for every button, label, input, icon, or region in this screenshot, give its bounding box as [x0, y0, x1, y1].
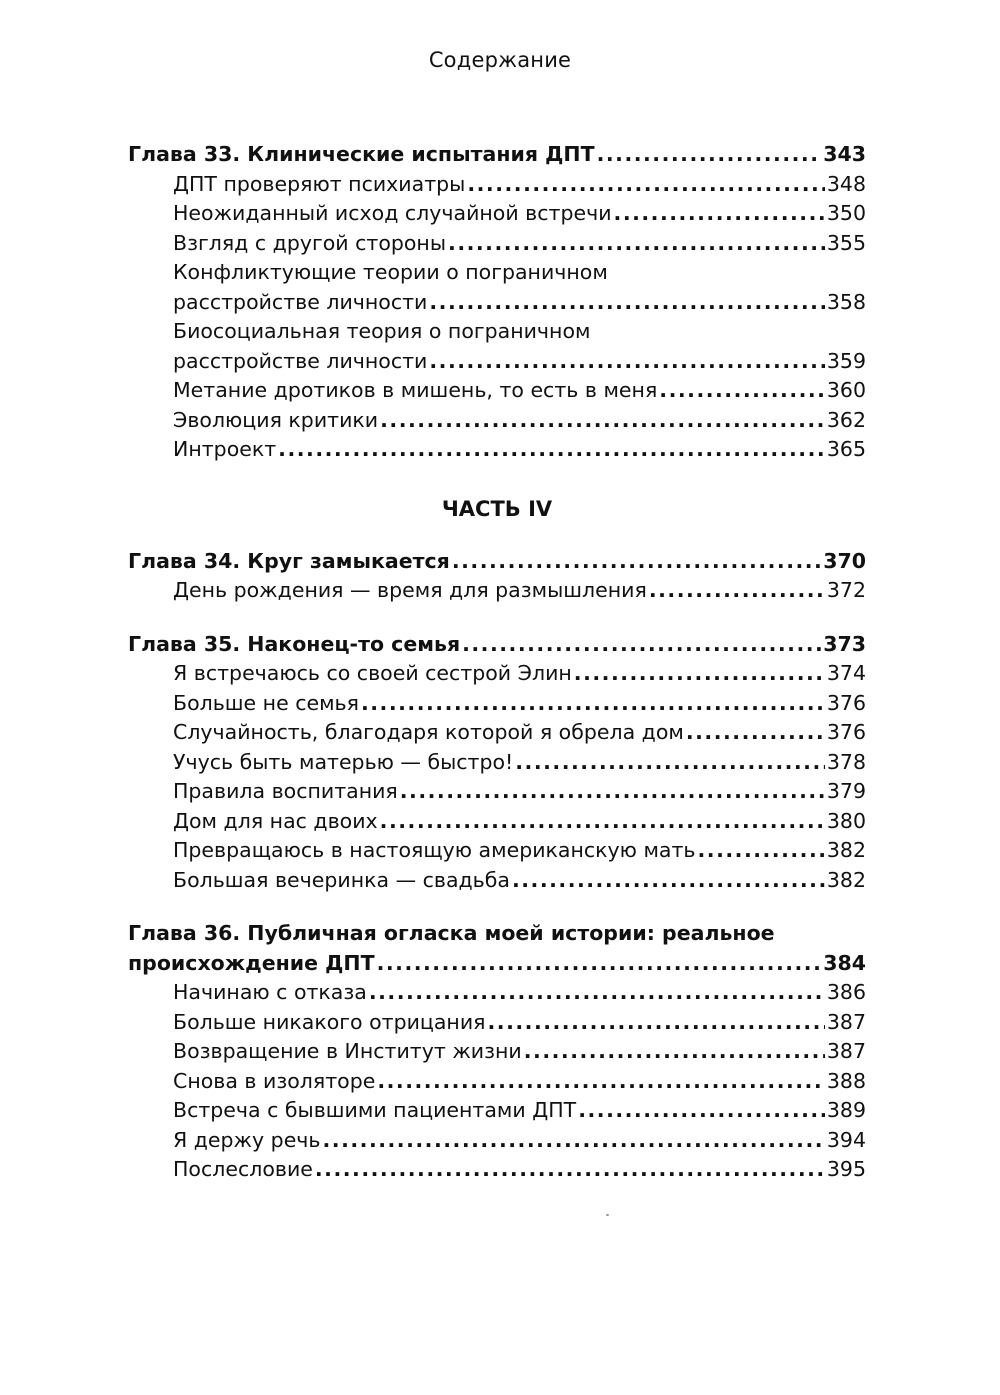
toc-entry-page: 365 — [826, 437, 866, 461]
toc-entry-label: расстройстве личности — [173, 348, 428, 373]
toc-entry-label: Эволюция критики — [173, 407, 379, 432]
toc-entry-label: Возвращение в Институт жизни — [173, 1039, 522, 1063]
chapter-35-entry[interactable] — [128, 630, 866, 660]
table-of-contents — [128, 140, 866, 1185]
toc-entry-page: 362 — [826, 407, 866, 432]
toc-entry-page: 358 — [826, 289, 866, 314]
toc-entry[interactable] — [128, 347, 866, 377]
toc-entry-label: Правила воспитания — [173, 779, 398, 803]
toc-entry-label-line1: Биосоциальная теория о пограничном — [173, 319, 591, 343]
toc-entry-label: Снова в изоляторе — [173, 1068, 376, 1093]
chapter-33-page: 343 — [823, 142, 866, 166]
chapter-35-page: 373 — [823, 631, 866, 656]
toc-entry-page: 382 — [826, 838, 866, 862]
dot-leader — [659, 376, 825, 406]
toc-entry[interactable] — [128, 866, 866, 896]
toc-entry[interactable] — [128, 978, 866, 1008]
toc-entry[interactable] — [128, 836, 866, 866]
dot-leader — [429, 347, 824, 377]
dot-leader — [686, 718, 825, 748]
toc-entry-page: 355 — [826, 230, 866, 255]
dot-leader — [649, 576, 825, 606]
toc-entry-page: 387 — [826, 1039, 866, 1063]
toc-entry-page: 389 — [826, 1098, 866, 1122]
dot-leader — [380, 406, 825, 436]
toc-entry-label: Послесловие — [173, 1157, 313, 1181]
toc-entry[interactable] — [128, 288, 866, 318]
print-speck — [606, 1214, 609, 1216]
toc-entry[interactable] — [128, 718, 866, 748]
toc-entry-page: 386 — [826, 980, 866, 1004]
toc-entry[interactable] — [128, 1155, 866, 1185]
chapter-36-title-line1[interactable] — [128, 919, 866, 949]
toc-entry-label: Неожиданный исход случайной встречи — [173, 201, 612, 225]
toc-entry[interactable] — [128, 406, 866, 436]
toc-entry[interactable] — [128, 807, 866, 837]
toc-entry-page: 348 — [826, 171, 866, 196]
dot-leader — [429, 288, 824, 318]
chapter-34-page: 370 — [823, 548, 866, 573]
toc-entry[interactable] — [128, 1067, 866, 1097]
toc-entry-page: 387 — [826, 1009, 866, 1034]
toc-entry-label: Взгляд с другой стороны — [173, 230, 447, 255]
toc-entry[interactable] — [128, 777, 866, 807]
dot-leader — [574, 659, 825, 689]
toc-entry-page: 360 — [826, 378, 866, 402]
toc-entry[interactable] — [128, 1008, 866, 1038]
toc-entry-label-line1: Конфликтующие теории о пограничном — [173, 260, 608, 284]
toc-entry[interactable] — [128, 689, 866, 719]
toc-entry-label: Начинаю с отказа — [173, 980, 367, 1004]
toc-entry-label: Метание дротиков в мишень, то есть в меня — [173, 378, 658, 402]
toc-entry[interactable] — [128, 1096, 866, 1126]
dot-leader — [524, 1037, 825, 1067]
dot-leader — [323, 1126, 825, 1156]
toc-entry-page: 350 — [826, 201, 866, 225]
section-gap — [128, 895, 866, 919]
dot-leader — [597, 140, 822, 170]
toc-entry[interactable] — [128, 1037, 866, 1067]
toc-entry-page: 374 — [826, 661, 866, 685]
chapter-36-group — [128, 919, 866, 1185]
dot-leader — [369, 978, 825, 1008]
dot-leader — [315, 1155, 825, 1185]
toc-entry-page: 380 — [826, 808, 866, 833]
toc-entry[interactable] — [128, 659, 866, 689]
toc-entry-page: 376 — [826, 690, 866, 715]
toc-entry-label: Больше не семья — [173, 690, 359, 715]
dot-leader — [512, 866, 825, 896]
toc-entry-label: Я встречаюсь со своей сестрой Элин — [173, 661, 572, 685]
dot-leader — [361, 689, 825, 719]
chapter-36-entry[interactable] — [128, 949, 866, 979]
toc-entry-label: Учусь быть матерью — быстро! — [173, 749, 514, 774]
toc-entry-page: 379 — [826, 779, 866, 803]
toc-entry-label: Я держу речь — [173, 1127, 321, 1152]
dot-leader — [377, 1067, 825, 1097]
toc-entry-label: Дом для нас двоих — [173, 808, 378, 833]
dot-leader — [515, 748, 825, 778]
dot-leader — [698, 836, 825, 866]
toc-entry-first-line[interactable] — [128, 258, 866, 288]
chapter-35-title: Глава 35. Наконец-то семья — [128, 631, 461, 656]
toc-entry[interactable] — [128, 435, 866, 465]
chapter-36-title-first: Глава 36. Публичная огласка моей истории: реальное — [128, 921, 775, 945]
chapter-34-entry[interactable] — [128, 547, 866, 577]
section-gap — [128, 606, 866, 630]
page-header-title: Содержание — [428, 48, 572, 72]
toc-entry-page: 378 — [826, 749, 866, 774]
dot-leader — [278, 435, 825, 465]
toc-entry[interactable] — [128, 170, 866, 200]
toc-entry-first-line[interactable] — [128, 317, 866, 347]
chapter-34-group — [128, 547, 866, 606]
toc-entry[interactable] — [128, 229, 866, 259]
toc-entry-page: 388 — [826, 1068, 866, 1093]
toc-entry-label: расстройстве личности — [173, 289, 428, 314]
chapter-33-group — [128, 140, 866, 465]
dot-leader — [467, 170, 825, 200]
dot-leader — [578, 1096, 825, 1126]
dot-leader — [452, 547, 821, 577]
toc-entry[interactable] — [128, 1126, 866, 1156]
dot-leader — [380, 807, 825, 837]
toc-entry-label: ДПТ проверяют психиатры — [173, 171, 466, 196]
chapter-36-title: происхождение ДПТ — [128, 950, 375, 975]
toc-entry-label: Интроект — [173, 437, 277, 461]
toc-entry-page: 394 — [826, 1127, 866, 1152]
dot-leader — [488, 1008, 825, 1038]
toc-entry-label: Превращаюсь в настоящую американскую мать — [173, 838, 696, 862]
dot-leader — [462, 630, 821, 660]
toc-entry-page: 395 — [826, 1157, 866, 1181]
toc-entry-label: Больше никакого отрицания — [173, 1009, 486, 1034]
toc-entry-label: День рождения — время для размышления — [173, 578, 647, 602]
toc-entry[interactable] — [128, 199, 866, 229]
toc-entry[interactable] — [128, 748, 866, 778]
toc-entry[interactable] — [128, 576, 866, 606]
toc-entry-label: Встреча с бывшими пациентами ДПТ — [173, 1098, 577, 1122]
chapter-34-title: Глава 34. Круг замыкается — [128, 548, 450, 573]
chapter-33-entry[interactable] — [128, 140, 866, 170]
toc-entry-page: 359 — [826, 348, 866, 373]
dot-leader — [614, 199, 825, 229]
dot-leader — [400, 777, 825, 807]
dot-leader — [448, 229, 825, 259]
dot-leader — [377, 949, 822, 979]
part-heading: ЧАСТЬ IV — [441, 496, 553, 521]
toc-entry[interactable] — [128, 376, 866, 406]
toc-entry-label: Большая вечеринка — свадьба — [173, 867, 510, 892]
chapter-36-page: 384 — [823, 950, 866, 975]
toc-entry-page: 382 — [826, 867, 866, 892]
chapter-33-title: Глава 33. Клинические испытания ДПТ — [128, 142, 595, 166]
chapter-35-group — [128, 630, 866, 896]
toc-entry-label: Случайность, благодаря которой я обрела дом — [173, 720, 684, 744]
toc-entry-page: 376 — [826, 720, 866, 744]
toc-entry-page: 372 — [826, 578, 866, 602]
